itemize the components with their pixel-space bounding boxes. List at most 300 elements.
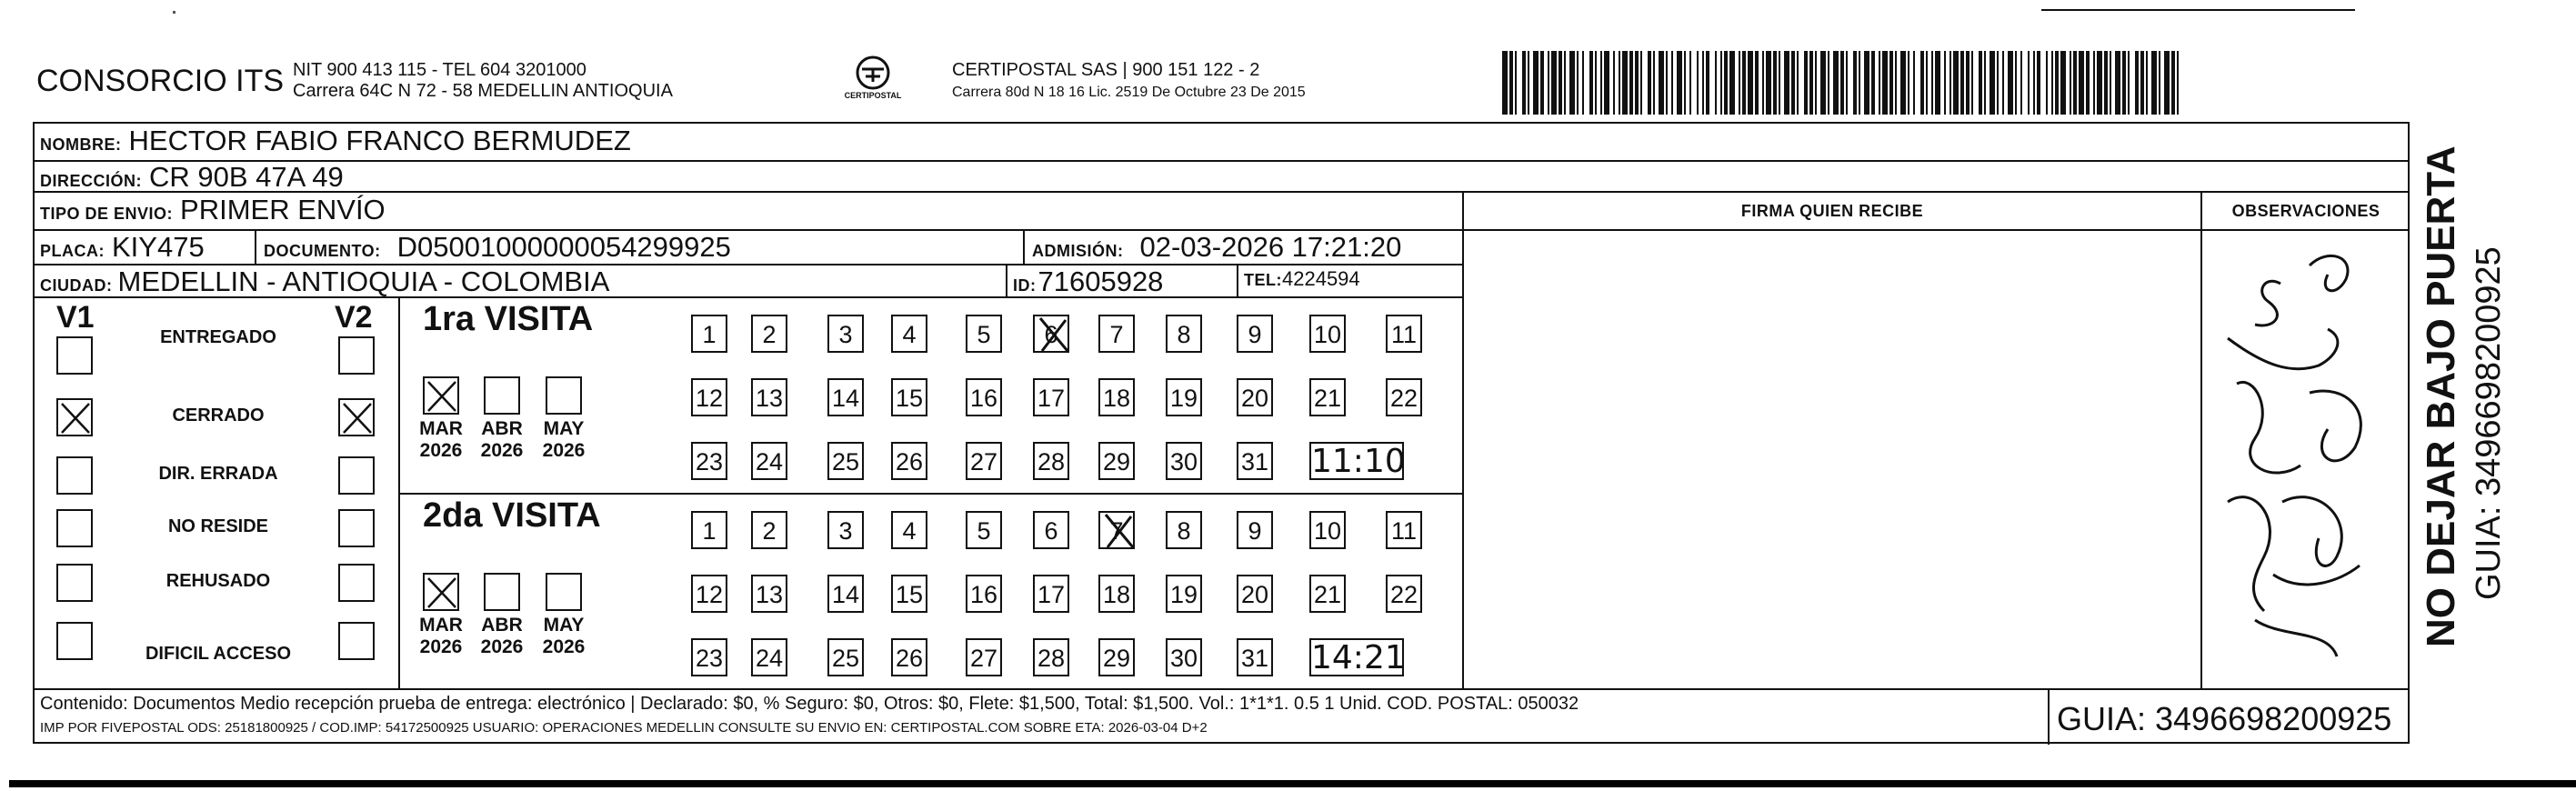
barcode-bar xyxy=(1971,51,1973,115)
month-label xyxy=(414,615,468,658)
day-box[interactable] xyxy=(691,378,727,416)
day-number: 24 xyxy=(755,448,784,476)
barcode-bar xyxy=(1882,51,1888,115)
day-number: 17 xyxy=(1037,385,1066,412)
barcode-bar xyxy=(2046,51,2048,115)
barcode-bar xyxy=(1666,51,1668,115)
barcode-bar xyxy=(1548,51,1549,115)
day-box[interactable] xyxy=(691,575,727,613)
day-number: 23 xyxy=(695,448,724,476)
barcode-bar xyxy=(1522,51,1526,115)
barcode-bar xyxy=(1809,51,1813,115)
rule-placa-doc xyxy=(255,229,256,264)
day-box[interactable] xyxy=(751,378,787,416)
day-box[interactable] xyxy=(751,442,787,480)
day-box[interactable] xyxy=(1237,638,1273,676)
day-number: 26 xyxy=(895,448,924,476)
day-number: 14 xyxy=(831,385,860,412)
day-number: 1 xyxy=(702,321,717,348)
day-box[interactable] xyxy=(1098,315,1135,353)
observaciones-label: OBSERVACIONES xyxy=(2231,202,2381,220)
v2-checkbox[interactable] xyxy=(338,336,375,375)
barcode-bar xyxy=(1684,51,1686,115)
barcode-bar xyxy=(1613,51,1615,115)
day-box[interactable] xyxy=(1033,315,1069,353)
day-box[interactable] xyxy=(1237,315,1273,353)
barcode-bar xyxy=(2122,51,2126,115)
month-checkbox[interactable] xyxy=(484,573,520,611)
day-box[interactable] xyxy=(751,638,787,676)
barcode-bar xyxy=(1990,51,1995,115)
month-label xyxy=(536,615,591,658)
v2-checkbox[interactable] xyxy=(338,509,375,547)
barcode-bar xyxy=(1797,51,1799,115)
day-number: 21 xyxy=(1313,385,1342,412)
day-box[interactable] xyxy=(1386,511,1422,549)
day-number: 23 xyxy=(695,645,724,672)
month-checkbox[interactable] xyxy=(423,573,459,611)
day-box[interactable] xyxy=(1098,511,1135,549)
barcode-bar xyxy=(2177,51,2179,115)
day-box[interactable] xyxy=(1166,575,1202,613)
license-line: Carrera 80d N 18 16 Lic. 2519 De Octubre 23 De 2015 xyxy=(952,85,1306,100)
barcode xyxy=(1502,51,2184,115)
barcode-bar xyxy=(1804,51,1808,115)
barcode-bar xyxy=(1677,51,1682,115)
x-mark-icon xyxy=(1035,316,1071,355)
v1-checkbox[interactable] xyxy=(56,509,93,547)
barcode-bar xyxy=(2028,51,2030,115)
day-number: 1 xyxy=(702,517,717,545)
barcode-bar xyxy=(1966,51,1970,115)
day-box[interactable] xyxy=(827,511,864,549)
day-number: 22 xyxy=(1389,581,1418,608)
day-box[interactable] xyxy=(966,442,1002,480)
day-box[interactable] xyxy=(1166,442,1202,480)
day-box[interactable] xyxy=(1386,575,1422,613)
tel-label: TEL: xyxy=(1244,271,1282,289)
day-box[interactable] xyxy=(827,575,864,613)
certipostal-logo xyxy=(846,53,900,107)
barcode-bar xyxy=(1984,51,1986,115)
day-box[interactable] xyxy=(751,315,787,353)
day-number: 21 xyxy=(1313,581,1342,608)
day-number: 18 xyxy=(1102,385,1131,412)
day-number: 11 xyxy=(1390,321,1418,348)
firma-label: FIRMA QUIEN RECIBE xyxy=(1740,202,1924,220)
visit-title: 2da VISITA xyxy=(423,496,601,535)
day-number: 31 xyxy=(1240,448,1269,476)
day-number: 16 xyxy=(969,581,998,608)
day-number: 3 xyxy=(838,321,853,348)
barcode-bar xyxy=(1582,51,1584,115)
day-box[interactable] xyxy=(1309,511,1346,549)
day-number: 17 xyxy=(1037,581,1066,608)
day-number: 28 xyxy=(1037,448,1066,476)
day-number: 19 xyxy=(1169,581,1198,608)
barcode-bar xyxy=(1729,51,1735,115)
v2-checkbox[interactable] xyxy=(338,622,375,660)
x-mark-icon xyxy=(425,575,461,613)
barcode-bar xyxy=(1569,51,1575,115)
day-box[interactable] xyxy=(1166,638,1202,676)
footer-guia: GUIA: 3496698200925 xyxy=(2057,700,2392,737)
v2-label: V2 xyxy=(335,300,373,335)
day-box[interactable] xyxy=(891,575,927,613)
barcode-bar xyxy=(1864,51,1869,115)
month-name: MAR xyxy=(419,418,463,439)
barcode-bar xyxy=(1604,51,1609,115)
month-label xyxy=(475,615,529,658)
barcode-bar xyxy=(1540,51,1544,115)
day-box[interactable] xyxy=(1033,378,1069,416)
status-label: DIR. ERRADA xyxy=(158,464,278,484)
admision-label: ADMISIÓN: xyxy=(1032,242,1124,260)
barcode-bar xyxy=(1784,51,1789,115)
barcode-bar xyxy=(1509,51,1513,115)
day-number: 9 xyxy=(1248,517,1262,545)
barcode-bar xyxy=(1755,51,1759,115)
barcode-bar xyxy=(2093,51,2095,115)
day-box[interactable] xyxy=(1386,315,1422,353)
barcode-bar xyxy=(1944,51,1946,115)
barcode-bar xyxy=(1779,51,1780,115)
day-number: 3 xyxy=(838,517,853,545)
barcode-bar xyxy=(2037,51,2040,115)
day-number: 9 xyxy=(1248,321,1262,348)
barcode-bar xyxy=(1926,51,1928,115)
barcode-bar xyxy=(2033,51,2035,115)
day-number: 10 xyxy=(1313,517,1342,545)
company-name: CONSORCIO ITS xyxy=(36,64,285,98)
month-name: MAY xyxy=(543,615,585,636)
barcode-bar xyxy=(2135,51,2139,115)
day-box[interactable] xyxy=(1033,638,1069,676)
barcode-bar xyxy=(1622,51,1628,115)
documento-value: D05001000000054299925 xyxy=(396,231,731,263)
barcode-bar xyxy=(1833,51,1839,115)
day-number: 15 xyxy=(895,581,924,608)
day-number: 11 xyxy=(1390,517,1418,545)
barcode-bar xyxy=(1879,51,1880,115)
day-box[interactable] xyxy=(966,638,1002,676)
day-box[interactable] xyxy=(1237,378,1273,416)
day-box[interactable] xyxy=(827,378,864,416)
v1-checkbox[interactable] xyxy=(56,398,93,436)
v1-checkbox[interactable] xyxy=(56,336,93,375)
barcode-bar xyxy=(1791,51,1795,115)
day-number: 25 xyxy=(831,448,860,476)
direccion-value: CR 90B 47A 49 xyxy=(149,161,344,193)
day-number: 27 xyxy=(969,645,998,672)
barcode-bar xyxy=(2151,51,2157,115)
barcode-bar xyxy=(2060,51,2066,115)
barcode-bar xyxy=(1762,51,1764,115)
barcode-bar xyxy=(2159,51,2160,115)
month-checkbox[interactable] xyxy=(546,376,582,415)
day-number: 22 xyxy=(1389,385,1418,412)
month-name: MAR xyxy=(419,615,463,636)
day-box[interactable] xyxy=(891,638,927,676)
day-box[interactable] xyxy=(1033,442,1069,480)
visit-title: 1ra VISITA xyxy=(423,300,594,338)
month-year: 2026 xyxy=(419,440,463,461)
direccion-label: DIRECCIÓN: xyxy=(40,172,142,190)
day-box[interactable] xyxy=(827,315,864,353)
day-box[interactable] xyxy=(751,575,787,613)
x-mark-icon xyxy=(340,400,376,438)
barcode-bar xyxy=(1619,51,1620,115)
barcode-bar xyxy=(1748,51,1753,115)
day-number: 10 xyxy=(1313,321,1342,348)
barcode-bar xyxy=(2110,51,2111,115)
day-box[interactable] xyxy=(1033,511,1069,549)
status-label: DIFICIL ACCESO xyxy=(145,644,291,664)
barcode-bar xyxy=(1689,51,1691,115)
barcode-bar xyxy=(1739,51,1740,115)
month-checkbox[interactable] xyxy=(423,376,459,415)
v1-label: V1 xyxy=(56,300,95,335)
day-box[interactable] xyxy=(891,442,927,480)
barcode-bar xyxy=(1629,51,1633,115)
admision-value: 02-03-2026 17:21:20 xyxy=(1139,231,1402,263)
v1-checkbox[interactable] xyxy=(56,622,93,660)
day-box[interactable] xyxy=(966,575,1002,613)
barcode-bar xyxy=(1859,51,1860,115)
month-label xyxy=(414,418,468,462)
footer-line1: Contenido: Documentos Medio recepción prueba de entrega: electrónico | Declarado: $0, % Seguro: $0, Otros: $0, Flete: $1,500, Total: $1,500. Vol.: 1*1*1. 0.5 1 Unid. COD. POSTAL: 050032 xyxy=(40,694,1579,714)
day-box[interactable] xyxy=(1098,378,1135,416)
day-number: 14 xyxy=(831,581,860,608)
month-name: ABR xyxy=(481,418,523,439)
courier-line: CERTIPOSTAL SAS | 900 151 122 - 2 xyxy=(952,60,1260,80)
day-number: 7 xyxy=(1109,517,1124,545)
day-box[interactable] xyxy=(1237,442,1273,480)
bottom-edge xyxy=(9,780,2576,787)
nombre-label: NOMBRE: xyxy=(40,135,122,154)
month-year: 2026 xyxy=(542,440,586,461)
barcode-bar xyxy=(1840,51,1844,115)
corner-dot xyxy=(173,11,175,14)
visit-time: 11:10 xyxy=(1311,443,1406,480)
day-box[interactable] xyxy=(751,511,787,549)
direccion-row xyxy=(40,161,344,194)
day-number: 2 xyxy=(762,321,777,348)
month-checkbox[interactable] xyxy=(484,376,520,415)
barcode-bar xyxy=(2104,51,2108,115)
day-box[interactable] xyxy=(1098,442,1135,480)
ciudad-row xyxy=(40,265,609,298)
barcode-bar xyxy=(1600,51,1602,115)
id-label: ID: xyxy=(1013,276,1037,295)
day-box[interactable] xyxy=(891,511,927,549)
day-number: 4 xyxy=(902,517,917,545)
barcode-bar xyxy=(1895,51,1897,115)
rule-doc-adm xyxy=(1023,229,1025,264)
status-label: CERRADO xyxy=(172,406,265,426)
day-box[interactable] xyxy=(966,511,1002,549)
day-box[interactable] xyxy=(1237,511,1273,549)
barcode-bar xyxy=(1551,51,1557,115)
barcode-bar xyxy=(1828,51,1829,115)
barcode-bar xyxy=(2115,51,2120,115)
barcode-bar xyxy=(2055,51,2059,115)
status-label: NO RESIDE xyxy=(167,516,269,536)
barcode-bar xyxy=(1533,51,1539,115)
barcode-bar xyxy=(1635,51,1639,115)
rule-tipo xyxy=(33,191,2410,193)
month-label xyxy=(475,418,529,462)
barcode-bar xyxy=(2070,51,2071,115)
rule-id-tel xyxy=(1237,264,1238,296)
day-box[interactable] xyxy=(1309,575,1346,613)
barcode-bar xyxy=(1595,51,1597,115)
nombre-row xyxy=(40,125,631,157)
day-box[interactable] xyxy=(1098,638,1135,676)
month-name: ABR xyxy=(481,615,523,636)
day-box[interactable] xyxy=(1309,378,1346,416)
v2-checkbox[interactable] xyxy=(338,564,375,602)
barcode-bar xyxy=(2171,51,2175,115)
day-number: 29 xyxy=(1102,645,1131,672)
day-box[interactable] xyxy=(891,315,927,353)
barcode-bar xyxy=(1920,51,1924,115)
placa-value: KIY475 xyxy=(112,231,205,263)
status-label: ENTREGADO xyxy=(160,327,276,347)
day-box[interactable] xyxy=(1309,315,1346,353)
visit-time: 14:21 xyxy=(1311,639,1406,676)
day-number: 8 xyxy=(1177,321,1191,348)
v2-checkbox[interactable] xyxy=(338,456,375,495)
day-number: 31 xyxy=(1240,645,1269,672)
barcode-bar xyxy=(1671,51,1673,115)
day-number: 25 xyxy=(831,645,860,672)
month-checkbox[interactable] xyxy=(546,573,582,611)
barcode-bar xyxy=(1589,51,1593,115)
barcode-bar xyxy=(1853,51,1857,115)
barcode-bar xyxy=(1960,51,1964,115)
barcode-bar xyxy=(1846,51,1848,115)
day-number: 5 xyxy=(977,517,991,545)
day-box[interactable] xyxy=(1166,511,1202,549)
v2-checkbox[interactable] xyxy=(338,398,375,436)
day-box[interactable] xyxy=(691,442,727,480)
barcode-bar xyxy=(2146,51,2148,115)
placa-row xyxy=(40,231,205,264)
day-box[interactable] xyxy=(691,511,727,549)
x-mark-icon xyxy=(425,378,461,416)
day-box[interactable] xyxy=(966,315,1002,353)
status-label: REHUSADO xyxy=(165,571,271,591)
x-mark-icon xyxy=(1100,513,1137,551)
month-name: MAY xyxy=(543,418,585,439)
barcode-bar xyxy=(1900,51,1906,115)
barcode-bar xyxy=(1697,51,1699,115)
rule-ciudad-id xyxy=(1006,264,1007,296)
v1-checkbox[interactable] xyxy=(56,564,93,602)
day-box[interactable] xyxy=(1166,378,1202,416)
barcode-bar xyxy=(1935,51,1940,115)
day-box[interactable] xyxy=(827,442,864,480)
barcode-bar xyxy=(1720,51,1722,115)
footer-line2: IMP POR FIVEPOSTAL ODS: 25181800925 / COD.IMP: 54172500925 USUARIO: OPERACIONES MEDELLIN CONSULTE SU ENVIO EN: CERTIPOSTAL.COM SOBRE ETA: 2026-03-04 D+2 xyxy=(40,720,1208,736)
day-number: 18 xyxy=(1102,581,1131,608)
barcode-bar xyxy=(1953,51,1959,115)
barcode-bar xyxy=(2002,51,2004,115)
day-number: 7 xyxy=(1109,321,1124,348)
barcode-bar xyxy=(1559,51,1562,115)
tel-row xyxy=(1244,267,1360,291)
day-number: 29 xyxy=(1102,448,1131,476)
day-number: 13 xyxy=(755,385,784,412)
day-number: 12 xyxy=(695,385,724,412)
day-box[interactable] xyxy=(966,378,1002,416)
day-number: 2 xyxy=(762,517,777,545)
day-number: 8 xyxy=(1177,517,1191,545)
day-box[interactable] xyxy=(827,638,864,676)
rule-footer xyxy=(33,688,2410,690)
day-number: 13 xyxy=(755,581,784,608)
nombre-value: HECTOR FABIO FRANCO BERMUDEZ xyxy=(128,125,631,156)
day-box[interactable] xyxy=(691,638,727,676)
barcode-bar xyxy=(1528,51,1529,115)
rule-status-visits xyxy=(398,296,400,689)
tipo-row xyxy=(40,194,386,226)
nit-line: NIT 900 413 115 - TEL 604 3201000 xyxy=(293,60,586,80)
day-box[interactable] xyxy=(691,315,727,353)
top-right-rule xyxy=(2041,9,2355,11)
barcode-bar xyxy=(2073,51,2077,115)
day-box[interactable] xyxy=(1237,575,1273,613)
logo-text: CERTIPOSTAL xyxy=(844,91,902,100)
barcode-bar xyxy=(1979,51,1982,115)
rule-direccion xyxy=(33,160,2410,162)
day-box[interactable] xyxy=(1098,575,1135,613)
id-value: 71605928 xyxy=(1037,265,1164,297)
day-number: 12 xyxy=(695,581,724,608)
barcode-bar xyxy=(1766,51,1771,115)
day-box[interactable] xyxy=(1033,575,1069,613)
barcode-bar xyxy=(2020,51,2022,115)
address-line: Carrera 64C N 72 - 58 MEDELLIN ANTIOQUIA xyxy=(293,81,673,101)
barcode-bar xyxy=(1653,51,1655,115)
barcode-bar xyxy=(1577,51,1579,115)
day-number: 30 xyxy=(1169,645,1198,672)
day-number: 15 xyxy=(895,385,924,412)
recipient-signature xyxy=(2200,229,2410,688)
rule-visit-split xyxy=(398,493,1464,495)
month-year: 2026 xyxy=(542,636,586,657)
barcode-bar xyxy=(1659,51,1664,115)
barcode-bar xyxy=(1815,51,1817,115)
barcode-bar xyxy=(1913,51,1915,115)
barcode-bar xyxy=(1908,51,1909,115)
x-mark-icon xyxy=(58,400,95,438)
rule-footer-guia xyxy=(2048,688,2050,745)
barcode-bar xyxy=(1742,51,1746,115)
barcode-bar xyxy=(1564,51,1566,115)
barcode-bar xyxy=(2079,51,2084,115)
v1-checkbox[interactable] xyxy=(56,456,93,495)
day-number: 30 xyxy=(1169,448,1198,476)
barcode-bar xyxy=(1715,51,1717,115)
day-box[interactable] xyxy=(1166,315,1202,353)
barcode-bar xyxy=(1724,51,1728,115)
rule-nombre xyxy=(33,122,2410,124)
day-box[interactable] xyxy=(1386,378,1422,416)
day-box[interactable] xyxy=(891,378,927,416)
day-number: 4 xyxy=(902,321,917,348)
